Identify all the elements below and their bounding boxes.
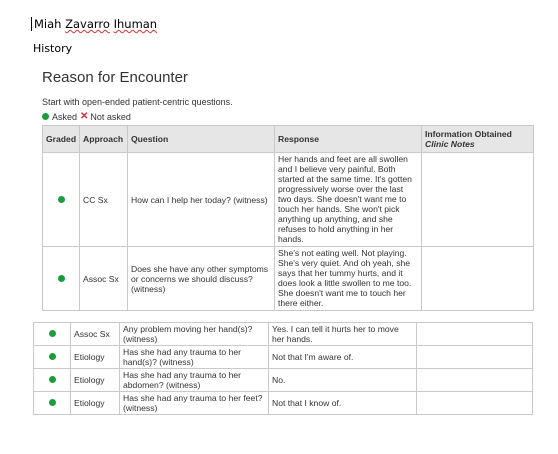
approach-cell: Etiology	[71, 392, 120, 415]
response-cell: Not that I know of.	[269, 392, 417, 415]
response-cell: No.	[269, 369, 417, 392]
approach-cell: Etiology	[71, 346, 120, 369]
encounter-table	[42, 125, 534, 311]
asked-dot-icon	[58, 196, 65, 203]
not-asked-x-icon: ✕	[80, 111, 89, 122]
page-title: Reason for Encounter	[42, 69, 188, 86]
question-cell: Any problem moving her hand(s)? (witness)	[120, 323, 269, 346]
info-cell[interactable]	[422, 247, 534, 311]
table-row	[43, 247, 534, 311]
graded-cell	[43, 153, 80, 247]
asked-dot-icon	[49, 330, 56, 337]
response-cell: She's not eating well. Not playing. She's very quiet. And oh yeah, she says that her tummy hurts, and it does look a little swollen to me too. She doesn't want me to touch her there either.	[275, 247, 422, 311]
table-row	[34, 392, 533, 415]
question-cell: Has she had any trauma to her abdomen? (witness)	[120, 369, 269, 392]
asked-dot-icon	[49, 353, 56, 360]
section-label: History	[33, 42, 73, 55]
table-row	[43, 153, 534, 247]
graded-cell	[43, 247, 80, 311]
col-info-subtitle: Clinic Notes	[425, 139, 475, 149]
approach-cell: Assoc Sx	[71, 323, 120, 346]
question-cell: Does she have any other symptoms or concerns we should discuss? (witness)	[128, 247, 275, 311]
col-approach: Approach	[80, 126, 128, 153]
response-cell: Yes. I can tell it hurts her to move her hands.	[269, 323, 417, 346]
col-response: Response	[275, 126, 422, 153]
question-cell: Has she had any trauma to her feet? (witness)	[120, 392, 269, 415]
encounter-table-continued	[33, 322, 533, 415]
table-row	[34, 323, 533, 346]
legend-not-asked-label: Not asked	[90, 111, 131, 122]
response-cell: Not that I'm aware of.	[269, 346, 417, 369]
legend-asked-label: Asked	[52, 111, 78, 122]
author-middle-name: Zavarro	[65, 17, 110, 31]
asked-dot-icon	[49, 376, 56, 383]
info-cell[interactable]	[417, 369, 533, 392]
graded-cell	[34, 323, 71, 346]
question-cell: How can I help her today? (witness)	[128, 153, 275, 247]
approach-cell: Assoc Sx	[80, 247, 128, 311]
col-question: Question	[128, 126, 275, 153]
col-graded: Graded	[43, 126, 80, 153]
graded-cell	[34, 346, 71, 369]
asked-dot-icon	[42, 113, 49, 120]
response-cell: Her hands and feet are all swollen and I believe very painful. Both started at the same time. It's gotten progressively worse over the last two days. She doesn't want me to touch her hands. She won't pick anything up anything, and she refuses to hold anything in her hands.	[275, 153, 422, 247]
info-cell[interactable]	[417, 323, 533, 346]
table-row	[34, 346, 533, 369]
document-author	[31, 17, 157, 31]
asked-dot-icon	[58, 275, 65, 282]
author-last-name: Ihuman	[113, 17, 158, 31]
question-cell: Has she had any trauma to her hand(s)? (witness)	[120, 346, 269, 369]
col-info-title: Information Obtained	[425, 129, 512, 139]
instruction-text: Start with open-ended patient-centric questions.	[42, 97, 233, 107]
table-header-row	[43, 126, 534, 153]
graded-cell	[34, 392, 71, 415]
info-cell[interactable]	[417, 392, 533, 415]
approach-cell: Etiology	[71, 369, 120, 392]
table-row	[34, 369, 533, 392]
info-cell[interactable]	[422, 153, 534, 247]
approach-cell: CC Sx	[80, 153, 128, 247]
col-info	[422, 126, 534, 153]
info-cell[interactable]	[417, 346, 533, 369]
asked-dot-icon	[49, 399, 56, 406]
legend	[42, 111, 131, 122]
graded-cell	[34, 369, 71, 392]
author-first-name: Miah	[34, 17, 62, 31]
